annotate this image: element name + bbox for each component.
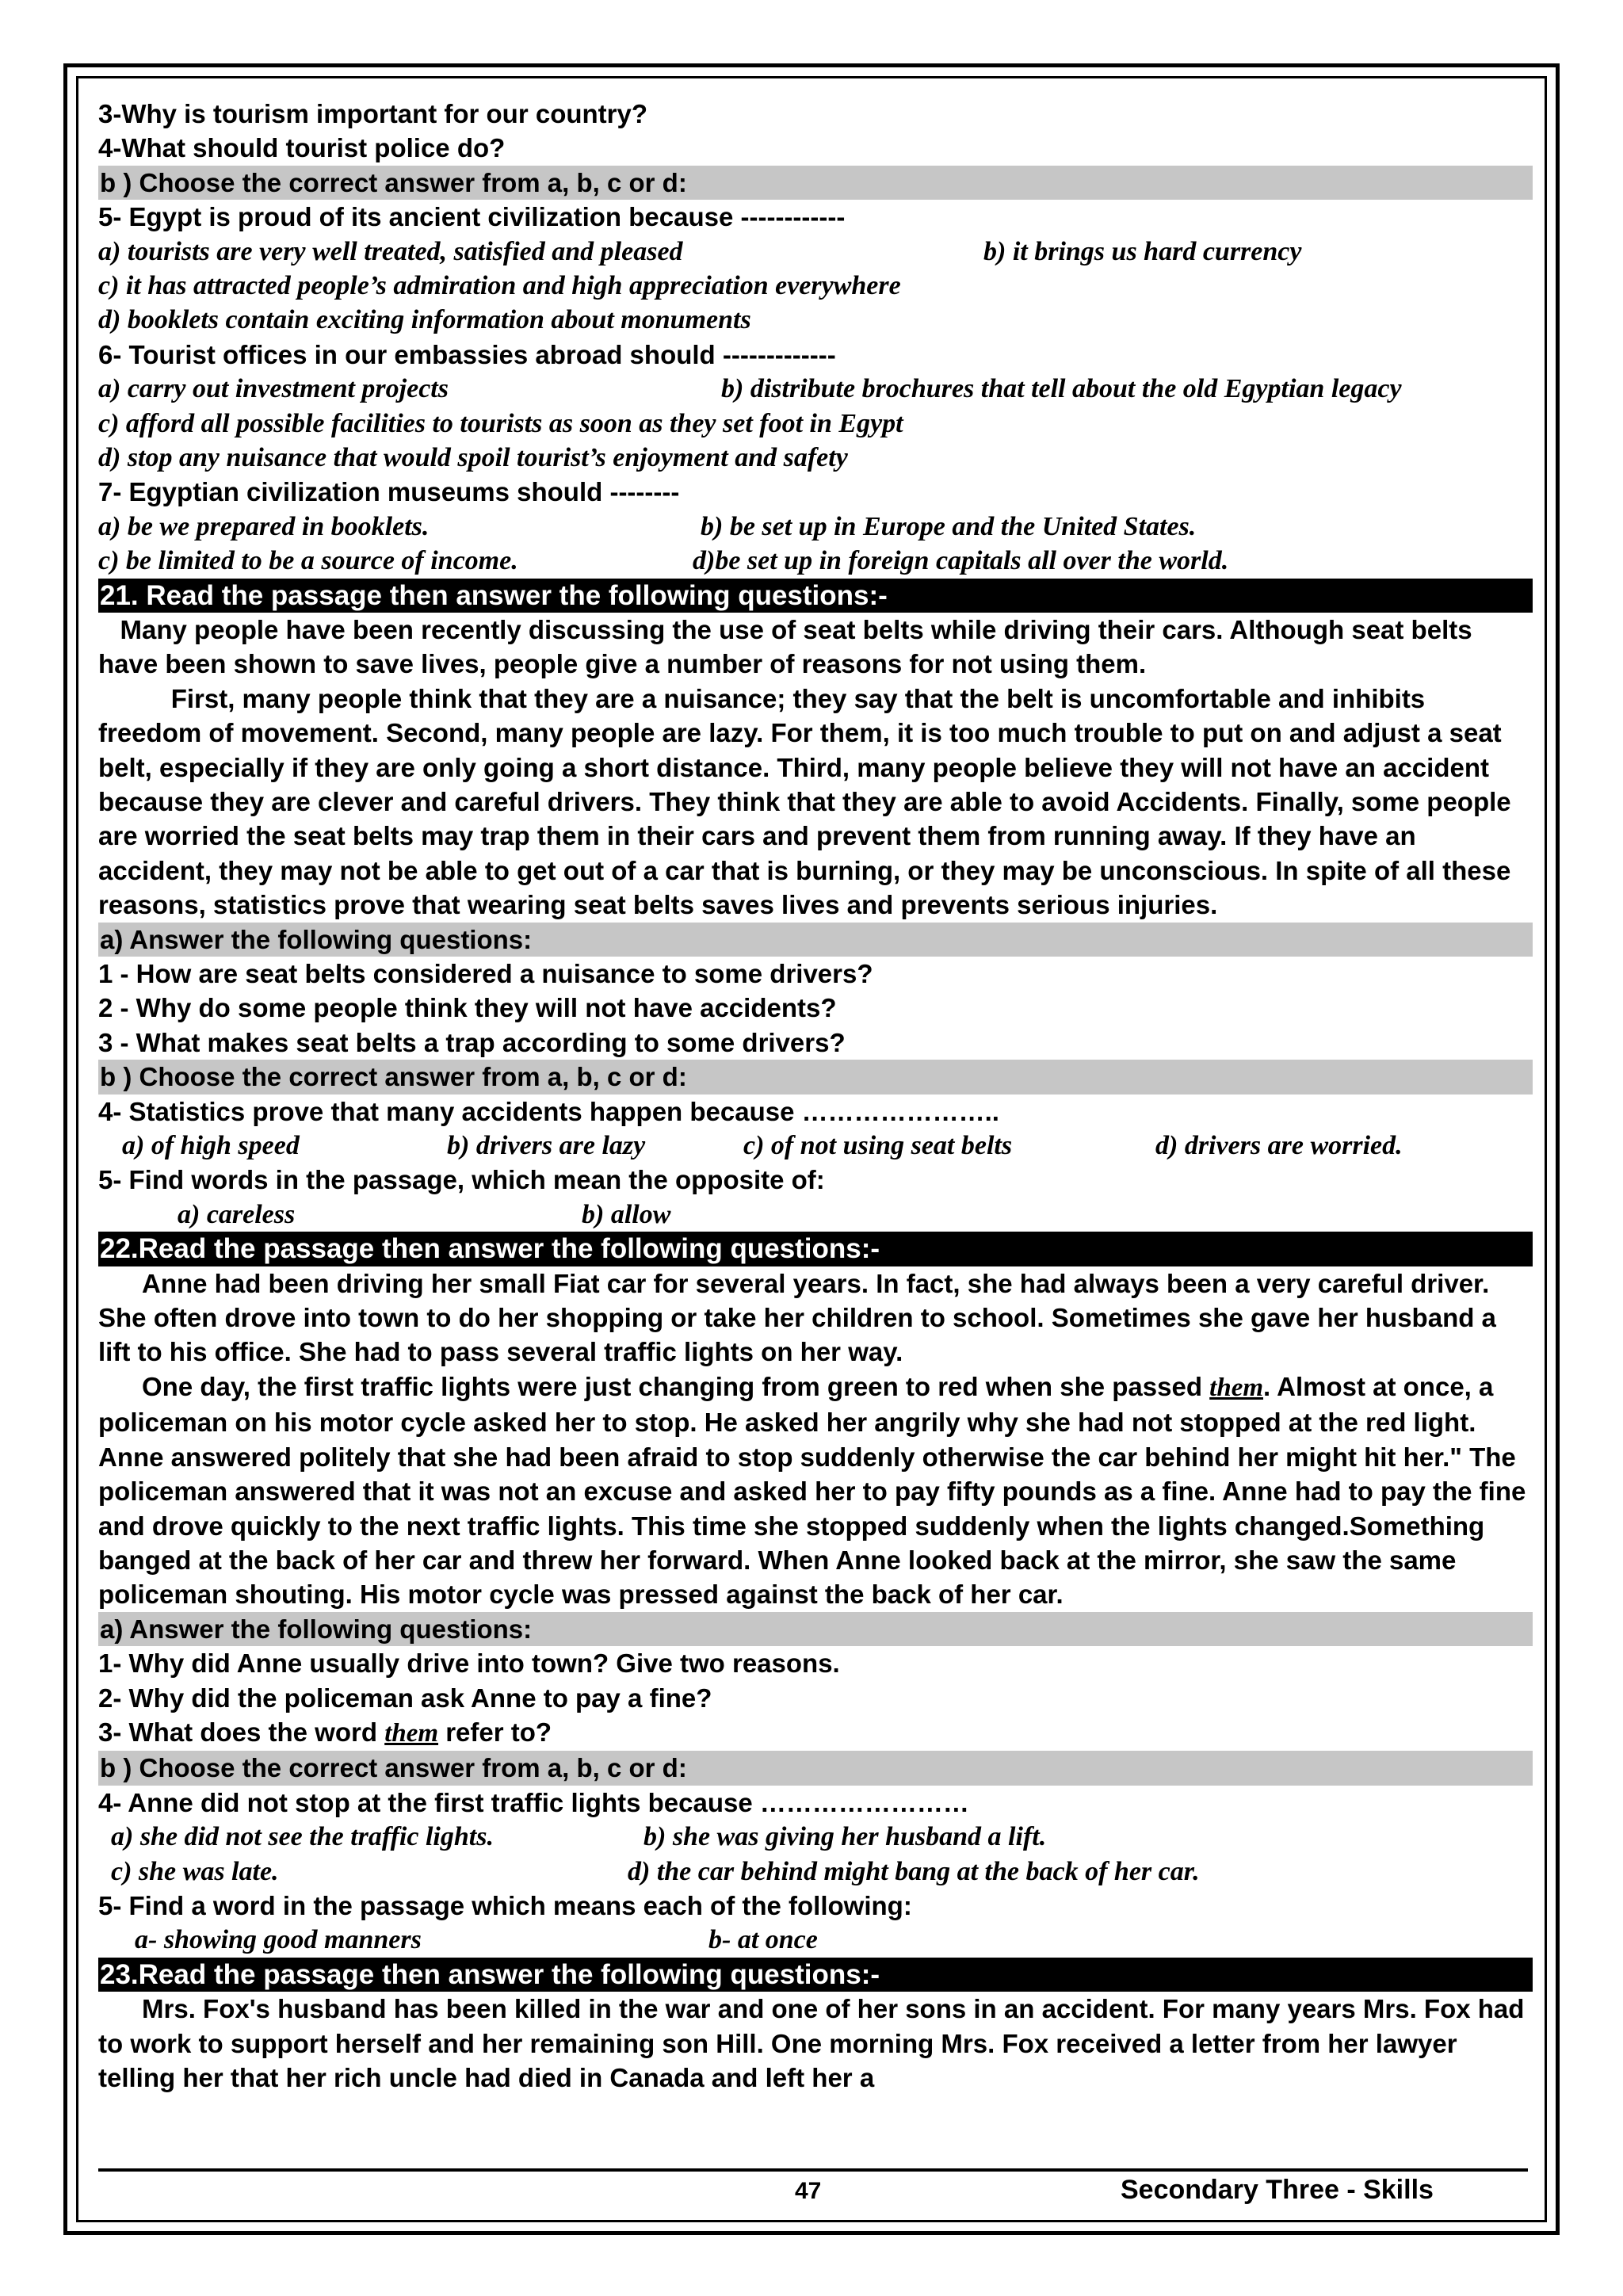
passage-paragraph (98, 1370, 1533, 1612)
page-number: 47 (795, 2178, 822, 2204)
passage-paragraph: Mrs. Fox's husband has been killed in the war and one of her sons in an accident. For many years Mrs. Fox had to work to support herself and her remaining son Hill. One morning Mrs. Fox received a letter from her lawyer telling her that her rich uncle had died in Canada and left her a (98, 1994, 1532, 2092)
mcq-question: 5- Egypt is proud of its ancient civilization because ------------ (98, 202, 846, 232)
mcq-question: 4- Statistics prove that many accidents happen because ………………….. (98, 1096, 999, 1126)
section-header-21: 21. Read the passage then answer the following questions:- (98, 579, 1533, 613)
option-row (98, 1129, 1533, 1163)
option-row (98, 441, 1533, 475)
option: c) afford all possible facilities to tourists as soon as they set foot in Egypt (98, 408, 903, 438)
question-line: 3-Why is tourism important for our country? (98, 99, 648, 128)
option: d) stop any nuisance that would spoil tourist’s enjoyment and safety (98, 442, 848, 472)
mcq-question: 4- Anne did not stop at the first traffic lights because …………………… (98, 1787, 969, 1817)
section-subheader: a) Answer the following questions: (98, 1612, 1533, 1646)
footer-title: Secondary Three - Skills (1121, 2175, 1434, 2205)
option: c) of not using seat belts (743, 1131, 1013, 1161)
option: c) it has attracted people’s admiration and high appreciation everywhere (98, 271, 901, 301)
question-line: 2- Why did the policeman ask Anne to pay a fine? (98, 1683, 712, 1713)
footer-rule (98, 2168, 1528, 2172)
option: a- showing good manners (135, 1925, 422, 1955)
option: b- at once (708, 1925, 818, 1955)
section-subheader: b ) Choose the correct answer from a, b, c or d: (98, 1751, 1533, 1785)
question-text: refer to? (438, 1717, 552, 1747)
page-content (98, 97, 1533, 2095)
option-row (98, 269, 1533, 303)
option-row (98, 372, 1533, 406)
question-line: 5- Find a word in the passage which means each of the following: (98, 1890, 912, 1920)
passage-paragraph: First, many people think that they are a nuisance; they say that the belt is uncomfortable and inhibits freedom of movement. Second, many people are lazy. For them, it is too much trouble to put on and adjust a seat belt, especially if they are only going a short distance. Third, many people believe they will not have an accident because they are clever and careful drivers. They think that they are able to avoid Accidents. Finally, some people are worried the seat belts may trap them in their cars and prevent them from running away. If they have an accident, they may not be able to get out of a car that is burning, or they may be unconscious. In spite of all these reasons, statistics prove that wearing seat belts saves lives and prevents serious injuries. (98, 683, 1518, 920)
option: b) it brings us hard currency (983, 236, 1302, 266)
question-line: 1- Why did Anne usually drive into town? Give two reasons. (98, 1648, 840, 1679)
option-row (98, 1820, 1533, 1854)
option: b) distribute brochures that tell about the old Egyptian legacy (721, 374, 1402, 404)
option: d) the car behind might bang at the back of her car. (628, 1856, 1200, 1886)
referent-word: them (1209, 1373, 1264, 1402)
option: d) drivers are worried. (1155, 1131, 1403, 1161)
section-header-22: 22.Read the passage then answer the following questions:- (98, 1232, 1533, 1266)
section-subheader: b ) Choose the correct answer from a, b, c or d: (98, 166, 1533, 200)
option: a) be we prepared in booklets. (98, 511, 430, 541)
passage-text: . Almost at once, a policeman on his motor cycle asked her to stop. He asked her angrily why she had not stopped at the red light. Anne answered politely that she had been afraid to stop suddenly otherwise the car behind her might hit her." The policeman answered that it was not an excuse and asked her to pay fifty pounds as a fine. Anne had to pay the fine and drove quickly to the next traffic lights. This time she stopped suddenly when the lights changed.Something banged at the back of her car and threw her forward. When Anne looked back at the mirror, she saw the same policeman shouting. His motor cycle was pressed against the back of her car. (98, 1371, 1533, 1610)
option-row (98, 544, 1533, 578)
option-row (98, 235, 1533, 269)
section-header-23: 23.Read the passage then answer the following questions:- (98, 1958, 1533, 1992)
question-line: 1 - How are seat belts considered a nuisance to some drivers? (98, 959, 873, 989)
option: d) booklets contain exciting information about monuments (98, 305, 751, 335)
option: c) she was late. (111, 1856, 279, 1886)
option: c) be limited to be a source of income. (98, 546, 518, 576)
option-row (98, 510, 1533, 544)
passage-paragraph: Many people have been recently discussing the use of seat belts while driving their cars. Although seat belts have been shown to save lives, people give a number of reasons for not using them. (98, 614, 1480, 679)
option: b) allow (582, 1199, 671, 1229)
option: a) tourists are very well treated, satisfied and pleased (98, 236, 683, 266)
question-line: 3 - What makes seat belts a trap according to some drivers? (98, 1027, 846, 1057)
option-row (98, 303, 1533, 337)
passage-text: One day, the first traffic lights were just changing from green to red when she passed (98, 1371, 1210, 1401)
question-text: 3- What does the word (98, 1717, 385, 1747)
option: b) she was giving her husband a lift. (643, 1822, 1047, 1852)
question-line (98, 1715, 1533, 1751)
section-subheader: b ) Choose the correct answer from a, b, c or d: (98, 1060, 1533, 1094)
option-row (98, 1198, 1533, 1232)
question-line: 5- Find words in the passage, which mean the opposite of: (98, 1165, 825, 1195)
option-row (98, 407, 1533, 441)
option: b) drivers are lazy (447, 1131, 646, 1161)
option: a) careless (178, 1199, 296, 1229)
passage-paragraph: Anne had been driving her small Fiat car for several years. In fact, she had always been a very careful driver. She often drove into town to do her shopping or take her children to school. Sometimes she gave her husband a lift to his office. She had to pass several traffic lights on her way. (98, 1268, 1504, 1367)
option-row (98, 1923, 1533, 1957)
referent-word: them (384, 1718, 439, 1748)
question-line: 2 - Why do some people think they will not have accidents? (98, 993, 837, 1023)
option: a) carry out investment projects (98, 374, 449, 404)
option: b) be set up in Europe and the United States. (701, 511, 1197, 541)
option-row (98, 1855, 1533, 1889)
option: d)be set up in foreign capitals all over the world. (693, 546, 1229, 576)
option: a) of high speed (122, 1131, 300, 1161)
question-line: 4-What should tourist police do? (98, 133, 506, 163)
mcq-question: 7- Egyptian civilization museums should -------- (98, 477, 680, 507)
option: a) she did not see the traffic lights. (111, 1822, 494, 1852)
section-subheader: a) Answer the following questions: (98, 923, 1533, 957)
mcq-question: 6- Tourist offices in our embassies abroad should ------------- (98, 339, 836, 369)
